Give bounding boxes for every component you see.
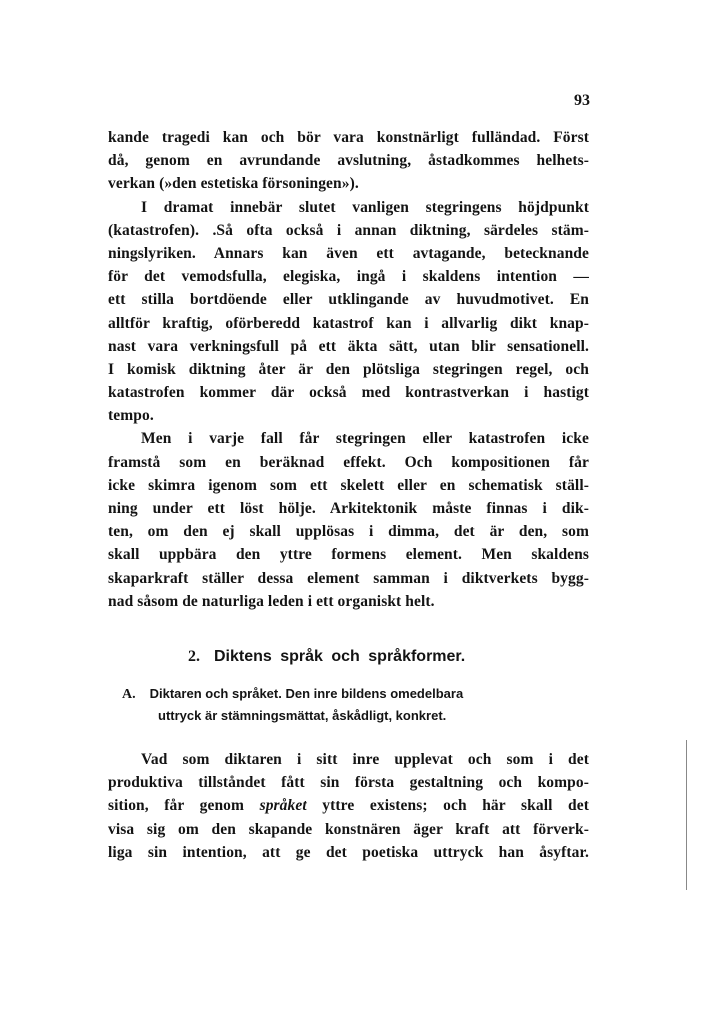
text-line: produktiva tillståndet fått sin första gestaltning och kompo- bbox=[108, 774, 589, 792]
text-line: Men i varje fall får stegringen eller katastrofen icke bbox=[141, 430, 589, 448]
section-number: 2. bbox=[188, 648, 200, 665]
text-line: skall uppbära den yttre formens element. Men skaldens bbox=[108, 546, 589, 564]
text-line: för det vemodsfulla, elegiska, ingå i skaldens intention — bbox=[108, 268, 589, 286]
body-text-bottom bbox=[108, 748, 589, 864]
text-segment: yttre existens; och här skall det bbox=[306, 797, 589, 815]
text-line: tempo. bbox=[108, 407, 154, 425]
text-line: I komisk diktning åter är den plötsliga stegringen regel, och bbox=[108, 360, 589, 378]
text-line: visa sig om den skapande konstnären äger kraft att förverk- bbox=[108, 820, 589, 838]
text-line: I dramat innebär slutet vanligen stegringens höjdpunkt bbox=[141, 198, 589, 216]
body-text-top bbox=[108, 126, 589, 613]
text-line: ett stilla bortdöende eller utklingande av huvudmotivet. En bbox=[108, 291, 589, 309]
subsection-heading-line-1 bbox=[122, 683, 463, 705]
text-line: alltför kraftig, oförberedd katastrof kan i allvarlig dikt knap- bbox=[108, 314, 589, 332]
text-line: skaparkraft ställer dessa element samman i diktverkets bygg- bbox=[108, 569, 589, 587]
text-line: nad såsom de naturliga leden i ett organiskt helt. bbox=[108, 592, 435, 610]
section-title: Diktens språk och språkformer. bbox=[214, 648, 466, 665]
text-line: nast vara verkningsfull på ett äkta sätt, utan blir sensationell. bbox=[108, 337, 589, 355]
text-line: icke skimra igenom som ett skelett eller en schematisk ställ- bbox=[108, 476, 589, 494]
text-line: ning under ett löst hölje. Arkitektonik måste finnas i dik- bbox=[108, 500, 589, 517]
page-number: 93 bbox=[574, 92, 590, 109]
italic-word: språket bbox=[259, 797, 307, 815]
text-line: Vad som diktaren i sitt inre upplevat och som i det bbox=[141, 751, 589, 768]
text-line: då, genom en avrundande avslutning, åstadkommes helhets- bbox=[108, 152, 589, 170]
text-line bbox=[108, 794, 589, 817]
text-segment: sition, får genom bbox=[108, 797, 260, 815]
section-heading bbox=[188, 648, 465, 666]
subsection-title-1: Diktaren och språket. Den inre bildens omedelbara bbox=[149, 686, 464, 701]
scan-edge-line bbox=[686, 740, 687, 890]
text-line: kande tragedi kan och bör vara konstnärligt fulländad. Först bbox=[108, 129, 589, 146]
subsection-heading-line-2: uttryck är stämningsmättat, åskådligt, konkret. bbox=[158, 708, 447, 723]
text-line: ten, om den ej skall upplösas i dimma, det är den, som bbox=[108, 523, 589, 541]
text-line: liga sin intention, att ge det poetiska uttryck han åsyftar. bbox=[108, 843, 589, 861]
text-line: katastrofen kommer där också med kontrastverkan i hastigt bbox=[108, 384, 589, 402]
subsection-letter: A. bbox=[122, 687, 136, 702]
text-line: (katastrofen). .Så ofta också i annan diktning, särdeles stäm- bbox=[108, 221, 589, 239]
text-line: verkan (»den estetiska försoningen»). bbox=[108, 175, 359, 193]
text-line: framstå som en beräknad effekt. Och kompositionen får bbox=[108, 453, 589, 471]
subsection-heading bbox=[122, 683, 463, 726]
text-line: ningslyriken. Annars kan även ett avtagande, betecknande bbox=[108, 244, 589, 262]
